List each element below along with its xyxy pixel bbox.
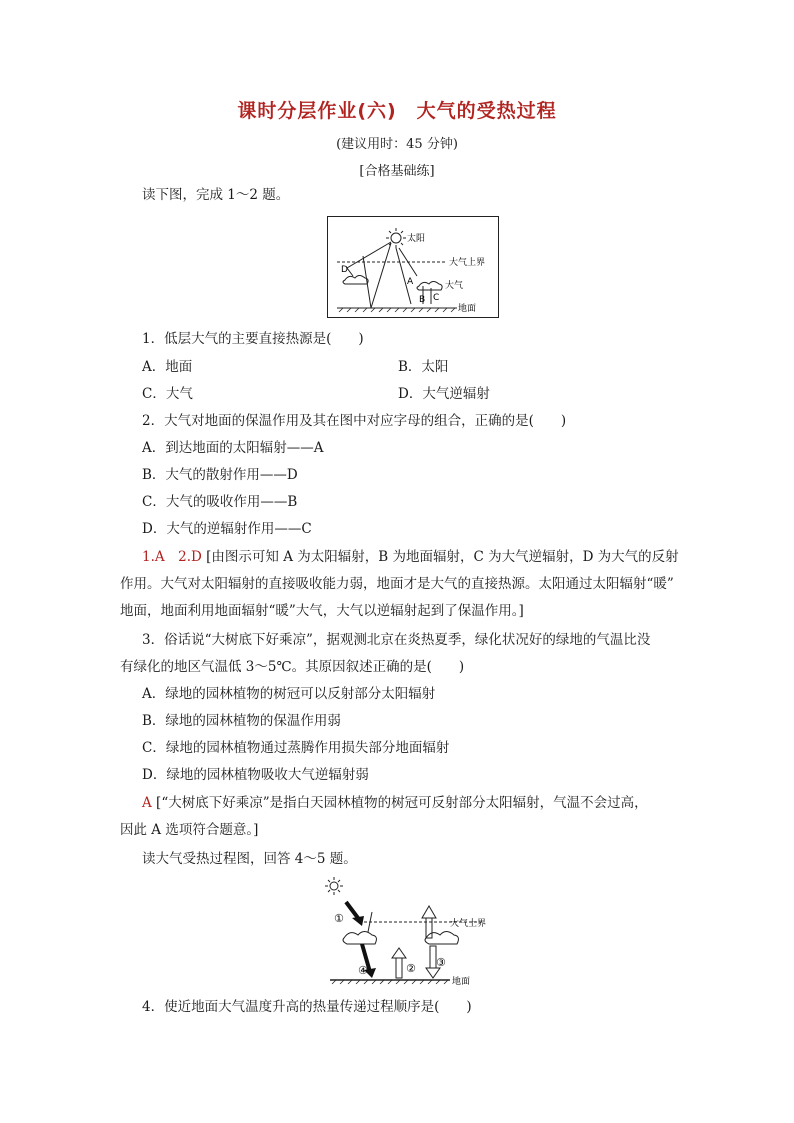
answer-3-key: A	[142, 795, 152, 811]
q1-option-b: B．太阳	[398, 359, 449, 375]
answer-1-2-key: 1.A 2.D	[142, 549, 202, 565]
answer-1-2-line1	[142, 548, 679, 566]
marker-3: ③	[436, 956, 446, 969]
q1-stem: 1．低层大气的主要直接热源是( )	[142, 331, 364, 347]
q3-stem-1: 3．俗话说“大树底下好乘凉”，据观测北京在炎热夏季，绿化状况好的绿地的气温比没	[142, 632, 651, 648]
q2-stem: 2．大气对地面的保温作用及其在图中对应字母的组合，正确的是( )	[142, 413, 567, 429]
marker-1: ①	[334, 912, 344, 925]
sun-icon	[386, 228, 406, 248]
q2-option-a: A．到达地面的太阳辐射——A	[142, 440, 324, 456]
q3-option-c: C．绿地的园林植物通过蒸腾作用损失部分地面辐射	[142, 740, 450, 756]
page-title: 课时分层作业(六) 大气的受热过程	[237, 100, 557, 122]
atmosphere-top-label: 大气上界	[449, 258, 486, 268]
intro-q4-5: 读大气受热过程图，回答 4～5 题。	[142, 851, 357, 867]
answer-1-2-line2: 作用。大气对太阳辐射的直接吸收能力弱，地面才是大气的直接热源。太阳通过太阳辐射“暖”	[120, 576, 674, 592]
q1-option-c: C．大气	[142, 386, 193, 402]
ground-label-2: 地面	[452, 977, 471, 987]
section-heading: [合格基础练]	[359, 164, 435, 179]
atmosphere-label: 大气	[445, 281, 464, 291]
answer-3-line2: 因此 A 选项符合题意。]	[120, 822, 259, 838]
q3-option-a: A．绿地的园林植物的树冠可以反射部分太阳辐射	[142, 686, 436, 702]
q2-option-c: C．大气的吸收作用——B	[142, 494, 298, 510]
marker-4: ④	[358, 964, 368, 977]
q2-option-b: B．大气的散射作用——D	[142, 467, 298, 483]
marker-2: ②	[406, 962, 416, 975]
q3-option-d: D．绿地的园林植物吸收大气逆辐射弱	[142, 767, 369, 783]
answer-1-2-line3: 地面，地面利用地面辐射“暖”大气，大气以逆辐射起到了保温作用。]	[120, 603, 524, 619]
letter-c: C	[433, 293, 440, 303]
figure-atmosphere-heating-1	[327, 216, 499, 322]
sun-icon-2	[325, 877, 343, 895]
ground-label: 地面	[458, 304, 477, 314]
q3-option-b: B．绿地的园林植物的保温作用弱	[142, 713, 341, 729]
q2-option-d: D．大气的逆辐射作用——C	[142, 521, 312, 537]
q1-option-a: A．地面	[142, 359, 193, 375]
letter-a: A	[407, 277, 414, 287]
suggested-time: (建议用时：45 分钟)	[336, 137, 458, 152]
sun-label: 太阳	[407, 234, 426, 244]
figure-atmosphere-heating-2	[322, 874, 502, 994]
answer-3-text1: [“大树底下好乘凉”是指白天园林植物的树冠可反射部分太阳辐射，气温不会过高，	[156, 795, 648, 811]
q3-stem-2: 有绿化的地区气温低 3～5℃。其原因叙述正确的是( )	[120, 659, 465, 675]
atmosphere-top-label-2: 大气上界	[450, 919, 487, 929]
answer-1-2-text1: [由图示可知 A 为太阳辐射，B 为地面辐射，C 为大气逆辐射，D 为大气的反射	[206, 549, 679, 565]
letter-d: D	[341, 265, 348, 275]
q1-option-d: D．大气逆辐射	[398, 386, 490, 402]
intro-q1-2: 读下图，完成 1～2 题。	[142, 187, 290, 203]
answer-3-line1	[142, 794, 648, 812]
letter-b: B	[419, 295, 426, 305]
q4-stem: 4．使近地面大气温度升高的热量传递过程顺序是( )	[142, 999, 472, 1015]
